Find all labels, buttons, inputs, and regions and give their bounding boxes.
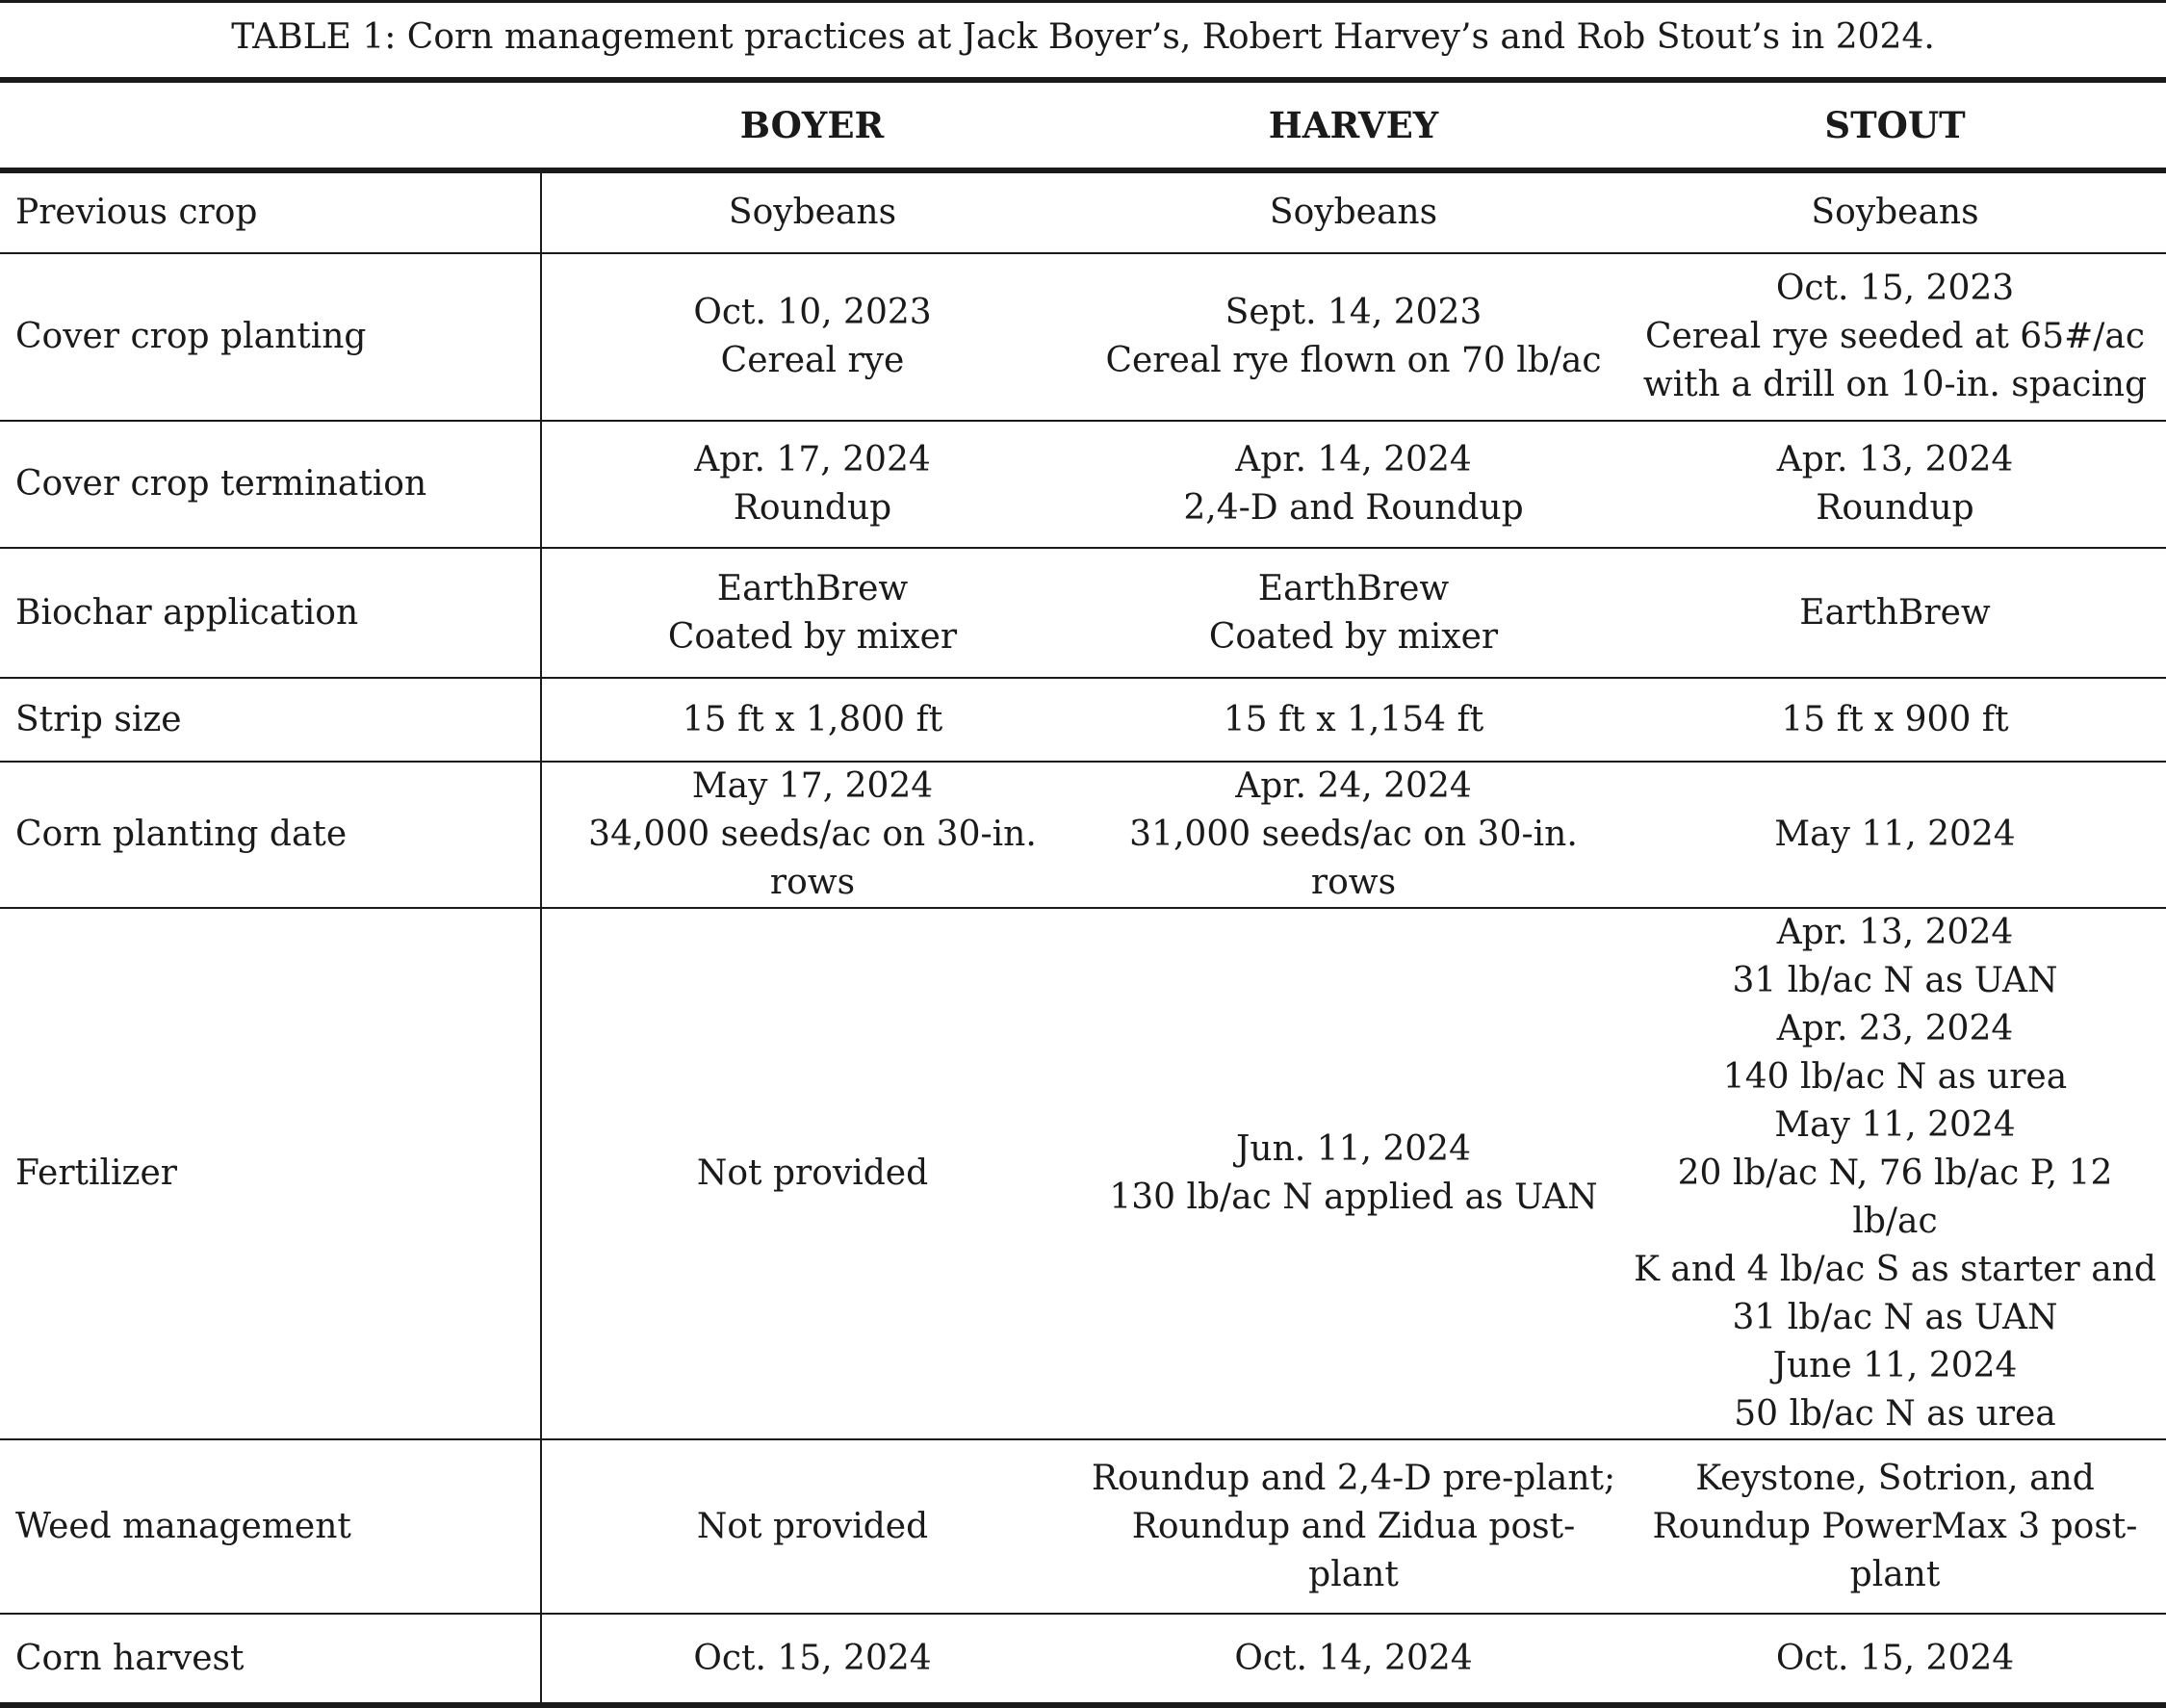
cell-harvey: Apr. 14, 2024 2,4-D and Roundup bbox=[1083, 421, 1624, 548]
header-boyer: BOYER bbox=[541, 80, 1083, 170]
cell-stout: May 11, 2024 bbox=[1624, 762, 2166, 908]
cell-harvey: Jun. 11, 2024 130 lb/ac N applied as UAN bbox=[1083, 908, 1624, 1439]
table-row bbox=[0, 548, 2166, 678]
cell-boyer: Oct. 10, 2023 Cereal rye bbox=[541, 253, 1083, 421]
cell-stout: Apr. 13, 2024 31 lb/ac N as UAN Apr. 23, 2024 140 lb/ac N as urea May 11, 2024 20 lb/ac N, 76 lb/ac P, 12 lb/ac K and 4 lb/ac S as starter and 31 lb/ac N as UAN June 11, 2024 50 lb/ac N as urea bbox=[1624, 908, 2166, 1439]
table-row bbox=[0, 908, 2166, 1439]
cell-harvey: 15 ft x 1,154 ft bbox=[1083, 678, 1624, 762]
row-label: Corn harvest bbox=[0, 1614, 541, 1705]
header-row bbox=[0, 80, 2166, 170]
cell-stout: Oct. 15, 2024 bbox=[1624, 1614, 2166, 1705]
management-practices-table bbox=[0, 77, 2166, 1708]
table-row bbox=[0, 421, 2166, 548]
header-stout: STOUT bbox=[1624, 80, 2166, 170]
cell-harvey: Soybeans bbox=[1083, 170, 1624, 253]
row-label: Strip size bbox=[0, 678, 541, 762]
row-label: Cover crop planting bbox=[0, 253, 541, 421]
table-row bbox=[0, 253, 2166, 421]
cell-harvey: Sept. 14, 2023 Cereal rye flown on 70 lb/ac bbox=[1083, 253, 1624, 421]
header-harvey: HARVEY bbox=[1083, 80, 1624, 170]
header-blank bbox=[0, 80, 541, 170]
row-label: Biochar application bbox=[0, 548, 541, 678]
row-label: Weed management bbox=[0, 1439, 541, 1614]
table-row bbox=[0, 1439, 2166, 1614]
cell-boyer: Apr. 17, 2024 Roundup bbox=[541, 421, 1083, 548]
row-label: Corn planting date bbox=[0, 762, 541, 908]
cell-harvey: Oct. 14, 2024 bbox=[1083, 1614, 1624, 1705]
cell-stout: EarthBrew bbox=[1624, 548, 2166, 678]
cell-boyer: Oct. 15, 2024 bbox=[541, 1614, 1083, 1705]
cell-boyer: May 17, 2024 34,000 seeds/ac on 30-in. rows bbox=[541, 762, 1083, 908]
table-caption: TABLE 1: Corn management practices at Jack Boyer’s, Robert Harvey’s and Rob Stout’s in 2024. bbox=[0, 0, 2166, 77]
cell-harvey: EarthBrew Coated by mixer bbox=[1083, 548, 1624, 678]
cell-harvey: Apr. 24, 2024 31,000 seeds/ac on 30-in. rows bbox=[1083, 762, 1624, 908]
cell-boyer: 15 ft x 1,800 ft bbox=[541, 678, 1083, 762]
table-row bbox=[0, 762, 2166, 908]
table-row bbox=[0, 678, 2166, 762]
row-label: Previous crop bbox=[0, 170, 541, 253]
cell-stout: Soybeans bbox=[1624, 170, 2166, 253]
row-label: Cover crop termination bbox=[0, 421, 541, 548]
cell-stout: Apr. 13, 2024 Roundup bbox=[1624, 421, 2166, 548]
cell-boyer: Soybeans bbox=[541, 170, 1083, 253]
table-row bbox=[0, 1614, 2166, 1705]
cell-stout: Oct. 15, 2023 Cereal rye seeded at 65#/ac with a drill on 10-in. spacing bbox=[1624, 253, 2166, 421]
cell-stout: 15 ft x 900 ft bbox=[1624, 678, 2166, 762]
row-label: Fertilizer bbox=[0, 908, 541, 1439]
cell-stout: Keystone, Sotrion, and Roundup PowerMax 3 post- plant bbox=[1624, 1439, 2166, 1614]
cell-boyer: Not provided bbox=[541, 908, 1083, 1439]
cell-boyer: Not provided bbox=[541, 1439, 1083, 1614]
cell-harvey: Roundup and 2,4-D pre-plant; Roundup and Zidua post-plant bbox=[1083, 1439, 1624, 1614]
table-row bbox=[0, 170, 2166, 253]
cell-boyer: EarthBrew Coated by mixer bbox=[541, 548, 1083, 678]
